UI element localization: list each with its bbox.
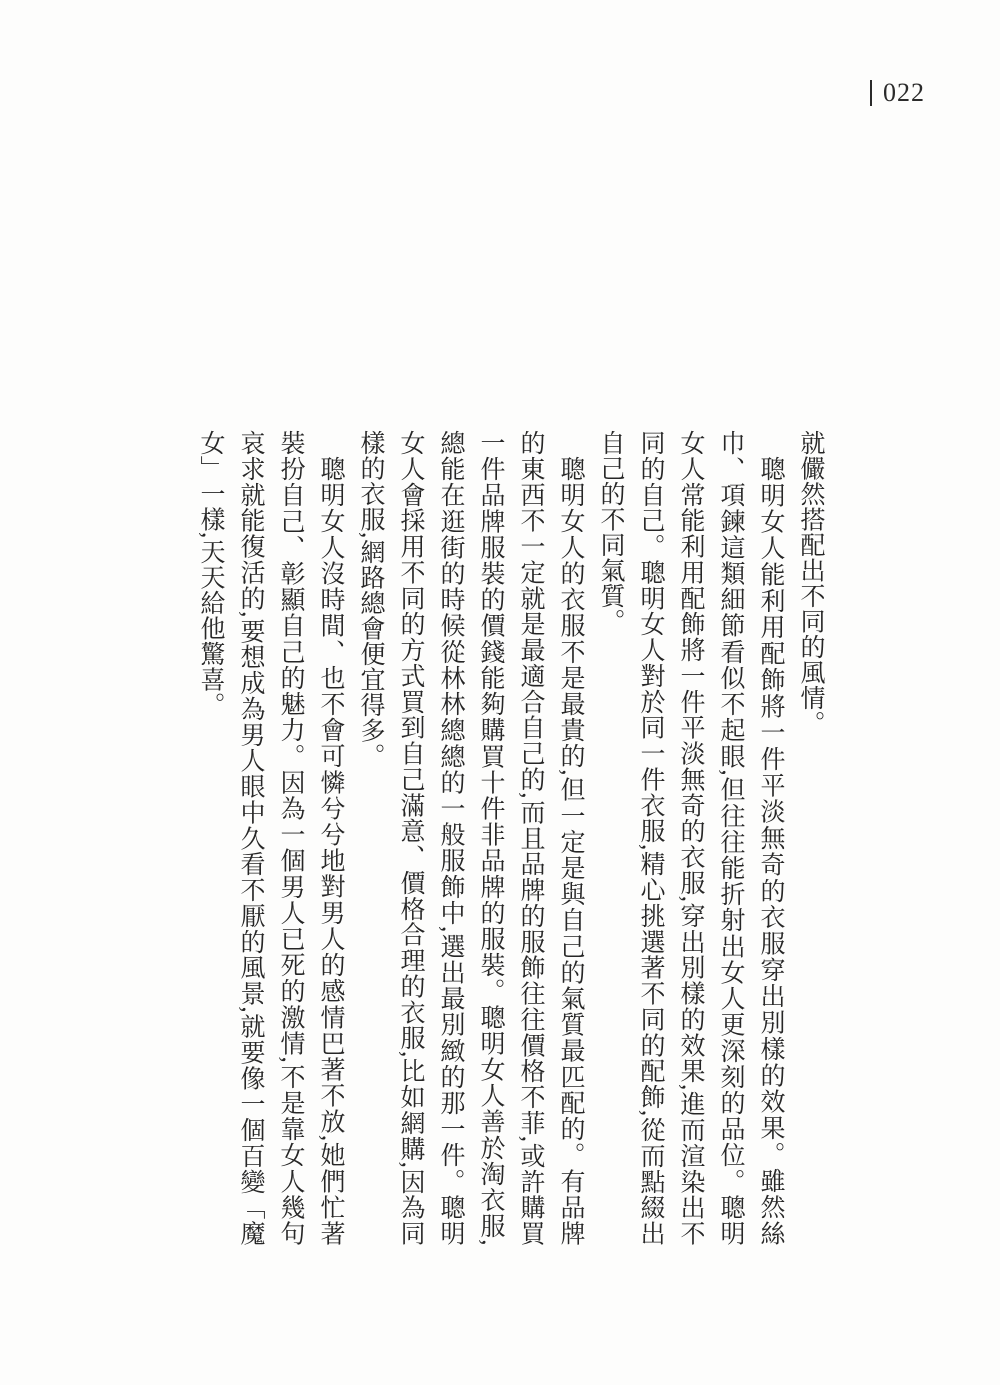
paragraph: 聰明女人能利用配飾將一件平淡無奇的衣服穿出別樣的效果。雖然絲巾、項鍊這類細節看似不起眼,但往往能折射出女人更深刻的品位。聰明女人常能利用配飾將一件平淡無奇的衣服,穿出別樣的效果,進而渲染出不同的自己。聰明女人對於同一件衣服,精心挑選著不同的配飾,從而點綴出自己的不同氣質。 [597,430,784,1246]
paragraph-continuation: 就儼然搭配出不同的風情。 [797,430,824,736]
page-number-divider [870,80,872,106]
body-text [188,430,830,1246]
paragraph: 聰明女人沒時間、也不會可憐兮兮地對男人的感情巴著不放,她們忙著裝扮自己、彰顯自己的魅力。因為一個男人已死的激情,不是靠女人幾句哀求就能復活的,要想成為男人眼中久看不厭的風景,就要像一個百變「魔女」一樣,天天給他驚喜。 [197,430,344,1246]
paragraph: 聰明女人的衣服不是最貴的,但一定是與自己的氣質最匹配的。有品牌的東西不一定就是最適合自己的,而且品牌的服飾往往價格不菲,或許購買一件品牌服裝的價錢能夠購買十件非品牌的服裝。聰明女人善於淘衣服,總能在逛街的時候從林林總總的一般服飾中,選出最別緻的那一件。聰明女人會採用不同的方式買到自己滿意、價格合理的衣服,比如網購,因為同樣的衣服,網路總會便宜得多。 [357,430,584,1246]
page-number [870,80,925,106]
page-number-value: 022 [883,78,925,107]
